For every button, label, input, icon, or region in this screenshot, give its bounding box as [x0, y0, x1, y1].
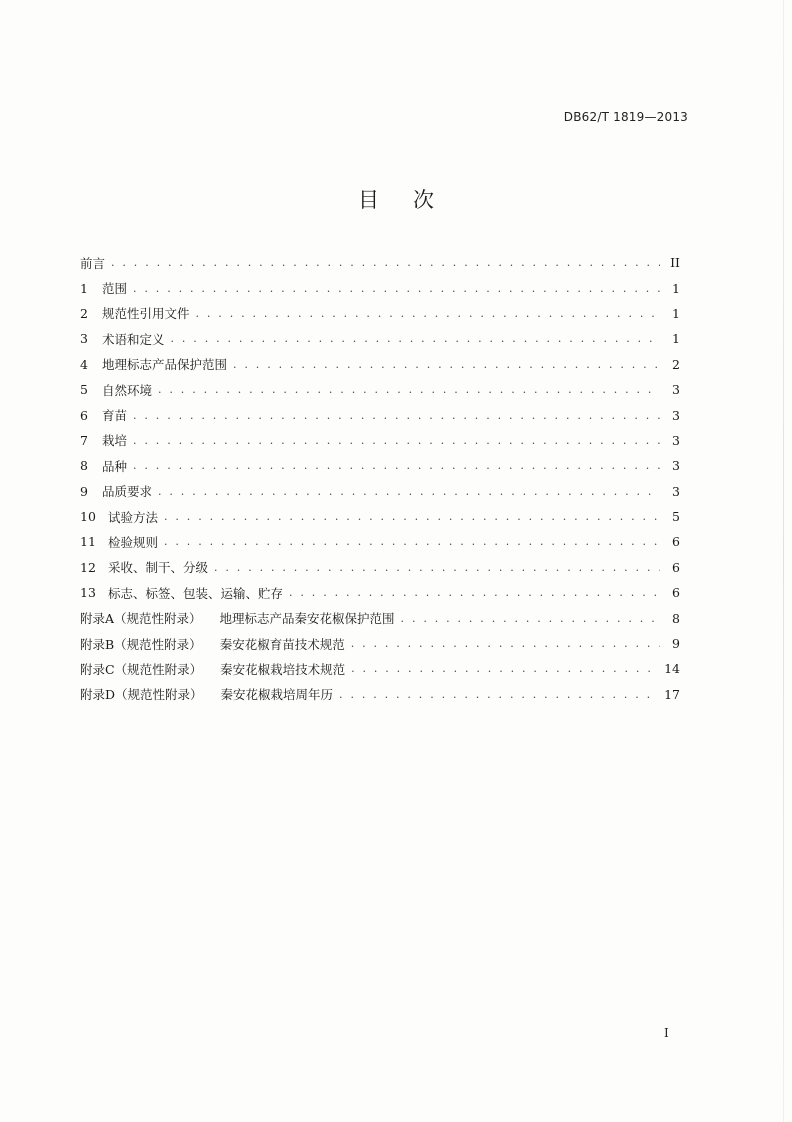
dot-leader	[158, 383, 660, 396]
toc-entry-annex-c[interactable]	[80, 656, 680, 681]
dot-leader	[214, 561, 660, 574]
dot-leader	[133, 282, 660, 295]
toc-entry-3[interactable]	[80, 326, 680, 351]
toc-page: 3	[672, 407, 680, 423]
toc-page: 17	[664, 686, 680, 702]
toc-label: 地理标志产品保护范围	[102, 357, 228, 373]
dot-leader	[339, 688, 658, 701]
toc-number: 7	[80, 432, 88, 448]
toc-label: 范围	[102, 281, 128, 297]
toc-number: 12	[80, 559, 96, 575]
toc-label: 采收、制干、分级	[108, 560, 209, 576]
toc-label: 试验方法	[108, 509, 159, 525]
toc-entry-2[interactable]	[80, 301, 680, 326]
toc-label: 标志、标签、包装、运输、贮存	[108, 585, 284, 601]
toc-label: 术语和定义	[102, 331, 165, 347]
toc-entry-7[interactable]	[80, 428, 680, 453]
toc-page: 3	[672, 382, 680, 398]
toc-label: 秦安花椒栽培技术规范	[220, 661, 346, 677]
page-number: I	[664, 1026, 669, 1040]
toc-page: 1	[672, 331, 680, 347]
toc-page: 6	[672, 534, 680, 550]
dot-leader	[233, 358, 660, 371]
dot-leader	[171, 332, 660, 345]
toc-label: 品质要求	[102, 484, 153, 500]
toc-entry-1[interactable]	[80, 275, 680, 300]
toc-label: 育苗	[102, 408, 128, 424]
toc-page: 5	[672, 509, 680, 525]
toc-entry-6[interactable]	[80, 402, 680, 427]
toc-page: 6	[672, 585, 680, 601]
dot-leader	[133, 459, 660, 472]
toc-page: 3	[672, 432, 680, 448]
table-of-contents	[80, 250, 680, 707]
toc-page: 3	[672, 483, 680, 499]
toc-number: 5	[80, 382, 88, 398]
toc-entry-8[interactable]	[80, 453, 680, 478]
toc-number: 4	[80, 356, 88, 372]
toc-page: 1	[672, 280, 680, 296]
toc-label: 地理标志产品秦安花椒保护范围	[219, 611, 395, 627]
toc-annex-label: 附录D（规范性附录）	[80, 687, 203, 703]
dot-leader	[401, 612, 660, 625]
toc-entry-10[interactable]	[80, 504, 680, 529]
toc-number: 13	[80, 585, 96, 601]
dot-leader	[289, 586, 660, 599]
toc-page: II	[670, 255, 680, 271]
toc-label: 检验规则	[108, 534, 159, 550]
dot-leader	[196, 307, 660, 320]
toc-page: 1	[672, 305, 680, 321]
toc-label: 品种	[102, 458, 128, 474]
toc-page: 2	[672, 356, 680, 372]
toc-annex-label: 附录B（规范性附录）	[80, 636, 202, 652]
toc-number: 3	[80, 331, 88, 347]
toc-number: 2	[80, 305, 88, 321]
toc-title: 目次	[358, 188, 468, 212]
toc-label: 秦安花椒栽培周年历	[220, 687, 334, 703]
toc-entry-12[interactable]	[80, 555, 680, 580]
toc-number: 1	[80, 280, 88, 296]
toc-entry-4[interactable]	[80, 352, 680, 377]
toc-page: 9	[672, 636, 680, 652]
toc-number: 11	[80, 534, 96, 550]
toc-page: 6	[672, 559, 680, 575]
dot-leader	[164, 535, 660, 548]
toc-label: 规范性引用文件	[102, 306, 190, 322]
dot-leader	[111, 256, 660, 269]
toc-entry-annex-a[interactable]	[80, 605, 680, 630]
toc-label: 前言	[80, 255, 106, 271]
toc-number: 6	[80, 407, 88, 423]
scan-edge-line	[783, 0, 784, 1122]
toc-entry-5[interactable]	[80, 377, 680, 402]
dot-leader	[158, 485, 660, 498]
dot-leader	[351, 637, 660, 650]
toc-entry-annex-d[interactable]	[80, 682, 680, 707]
dot-leader	[133, 434, 660, 447]
toc-label: 秦安花椒育苗技术规范	[219, 636, 345, 652]
toc-entry-annex-b[interactable]	[80, 631, 680, 656]
dot-leader	[133, 409, 660, 422]
toc-entry-13[interactable]	[80, 580, 680, 605]
toc-label: 栽培	[102, 433, 128, 449]
toc-number: 8	[80, 458, 88, 474]
toc-annex-label: 附录A（规范性附录）	[80, 611, 202, 627]
dot-leader	[351, 662, 658, 675]
toc-number: 9	[80, 483, 88, 499]
toc-annex-label: 附录C（规范性附录）	[80, 661, 203, 677]
dot-leader	[164, 510, 660, 523]
toc-page: 8	[672, 610, 680, 626]
toc-page: 3	[672, 458, 680, 474]
toc-entry-foreword[interactable]	[80, 250, 680, 275]
toc-entry-11[interactable]	[80, 529, 680, 554]
toc-number: 10	[80, 509, 96, 525]
toc-page: 14	[664, 661, 680, 677]
toc-entry-9[interactable]	[80, 479, 680, 504]
toc-label: 自然环境	[102, 382, 153, 398]
document-code: DB62/T 1819—2013	[563, 110, 688, 124]
